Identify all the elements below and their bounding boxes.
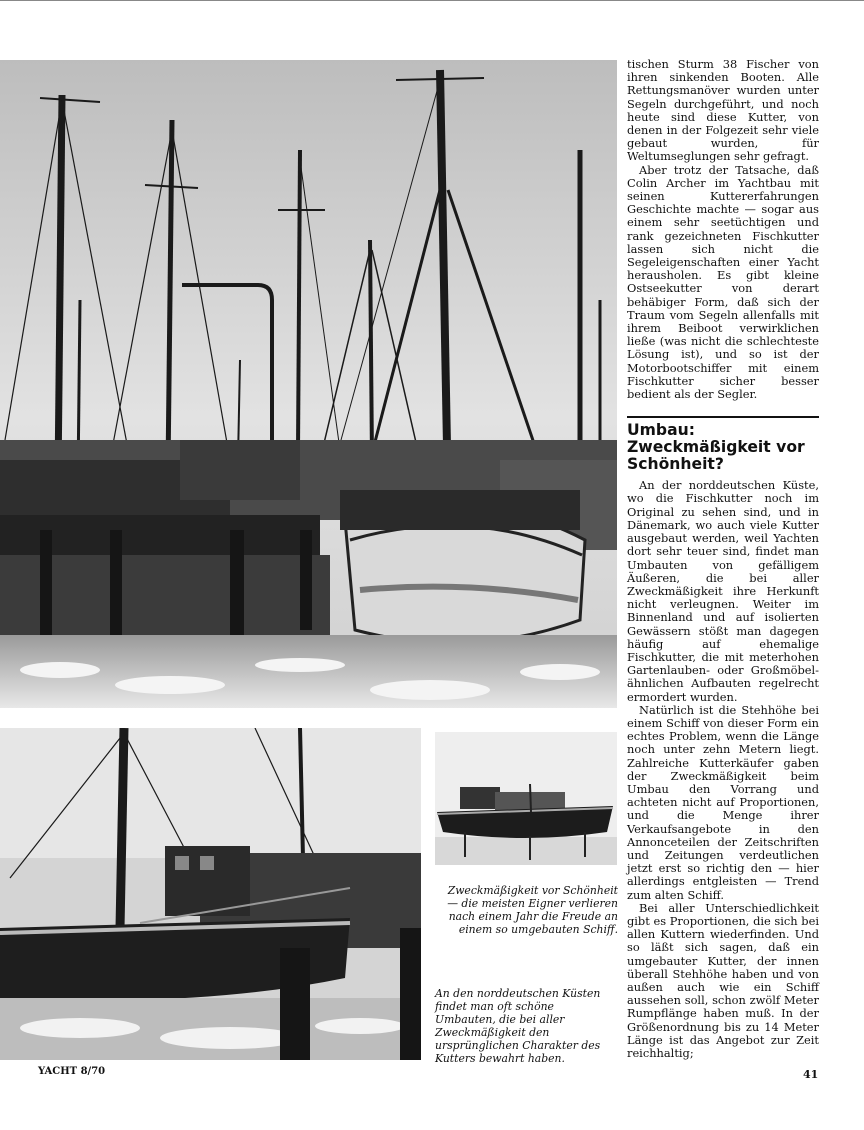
article-paragraph-5: Bei aller Unterschiedlichkeit gibt es Proportionen, die sich bei allen Kuttern wiederfinden. Und so läßt sich sagen, daß ein umgebauter Kutter, der innen überall Stehhöhe haben und von außen auch wie ein Schiff aussehen soll, schon zwölf Meter Rumpflänge haben muß. In der Größenordnung bis zu 14 Meter Länge ist das Angebot zur Zeit reichhaltig; [627,900,819,1061]
article-paragraph-2: Aber trotz der Tatsache, daß Colin Archer im Yachtbau mit seinen Kuttererfahrungen Geschichte machte — sogar aus einem sehr seetüchtigen und rank gezeichneten Fischkutter lassen sich nicht die Segeleigenschaften einer Yacht herausholen. Es gibt kleine Ostseekutter von derart behäbiger Form, daß sich der Traum vom Segeln allenfalls mit ihrem Beiboot verwirklichen ließe (was nicht die schlechteste Lösung ist), und so ist der Motorbootschiffer mit einem Fischkutter sicher besser bedient als der Segler. [627,162,819,402]
harbor-photo [0,60,617,708]
article-column [627,58,819,1060]
moored-cutter-photo-icon [0,728,421,1060]
section-divider [627,416,819,418]
converted-cutter-photo-icon [435,732,617,865]
article-paragraph-4: Natürlich ist die Stehhöhe bei einem Schiff von dieser Form ein echtes Problem, wenn die Länge noch unter zehn Metern liegt. Zahlreiche Kutterkäufer gaben der Zweckmäßigkeit beim Umbau den Vorrang und achteten nicht auf Proportionen, und die Menge ihrer Verkaufsangebote in den Annonceteilen der Zeitschriften und Zeitungen verdeutlichen jetzt erst so richtig den — hier allerdings entgleisten — Trend zum alten Schiff. [627,702,819,902]
caption-northgerman-coast: An den norddeutschen Küsten findet man oft schöne Umbauten, die bei aller Zweckmäßigkeit den ursprünglichen Charakter des Kutters bewahrt haben. [435,987,601,1065]
moored-cutter-photo [0,728,421,1060]
caption-converted-cutter: Zweckmäßigkeit vor Schönheit — die meisten Eigner verlieren nach einem Jahr die Freude an einem so umgebauten Schiff. [447,884,618,936]
page-number: 41 [803,1068,819,1081]
page-top-edge [0,0,864,1]
article-paragraph-3: An der norddeutschen Küste, wo die Fischkutter noch im Original zu sehen sind, und in Dänemark, wo auch viele Kutter ausgebaut werden, weil Yachten dort sehr teuer sind, findet man Umbauten von gefälligem Äußeren, die bei aller Zweckmäßigkeit ihre Herkunft nicht verleugnen. Weiter im Binnenland und auf isolierten Gewässern stößt man dagegen häufig auf ehemalige Fischkutter, die mit meterhohen Gartenlauben- oder Großmöbel-ähnlichen Aufbauten regelrecht ermordert wurden. [627,478,819,704]
section-heading: Umbau: Zweckmäßigkeit vor Schönheit? [627,421,805,474]
publication-footer: YACHT 8/70 [38,1066,106,1077]
converted-cutter-photo [435,732,617,865]
article-paragraph-1: tischen Sturm 38 Fischer von ihren sinkenden Booten. Alle Rettungsmanöver wurden unter Segeln durchgeführt, und noch heute sind diese Kutter, von denen in der Folgezeit sehr viele gebaut wurden, für Weltumseglungen sehr gefragt. [627,57,819,164]
harbor-boats-photo-icon [0,60,617,708]
